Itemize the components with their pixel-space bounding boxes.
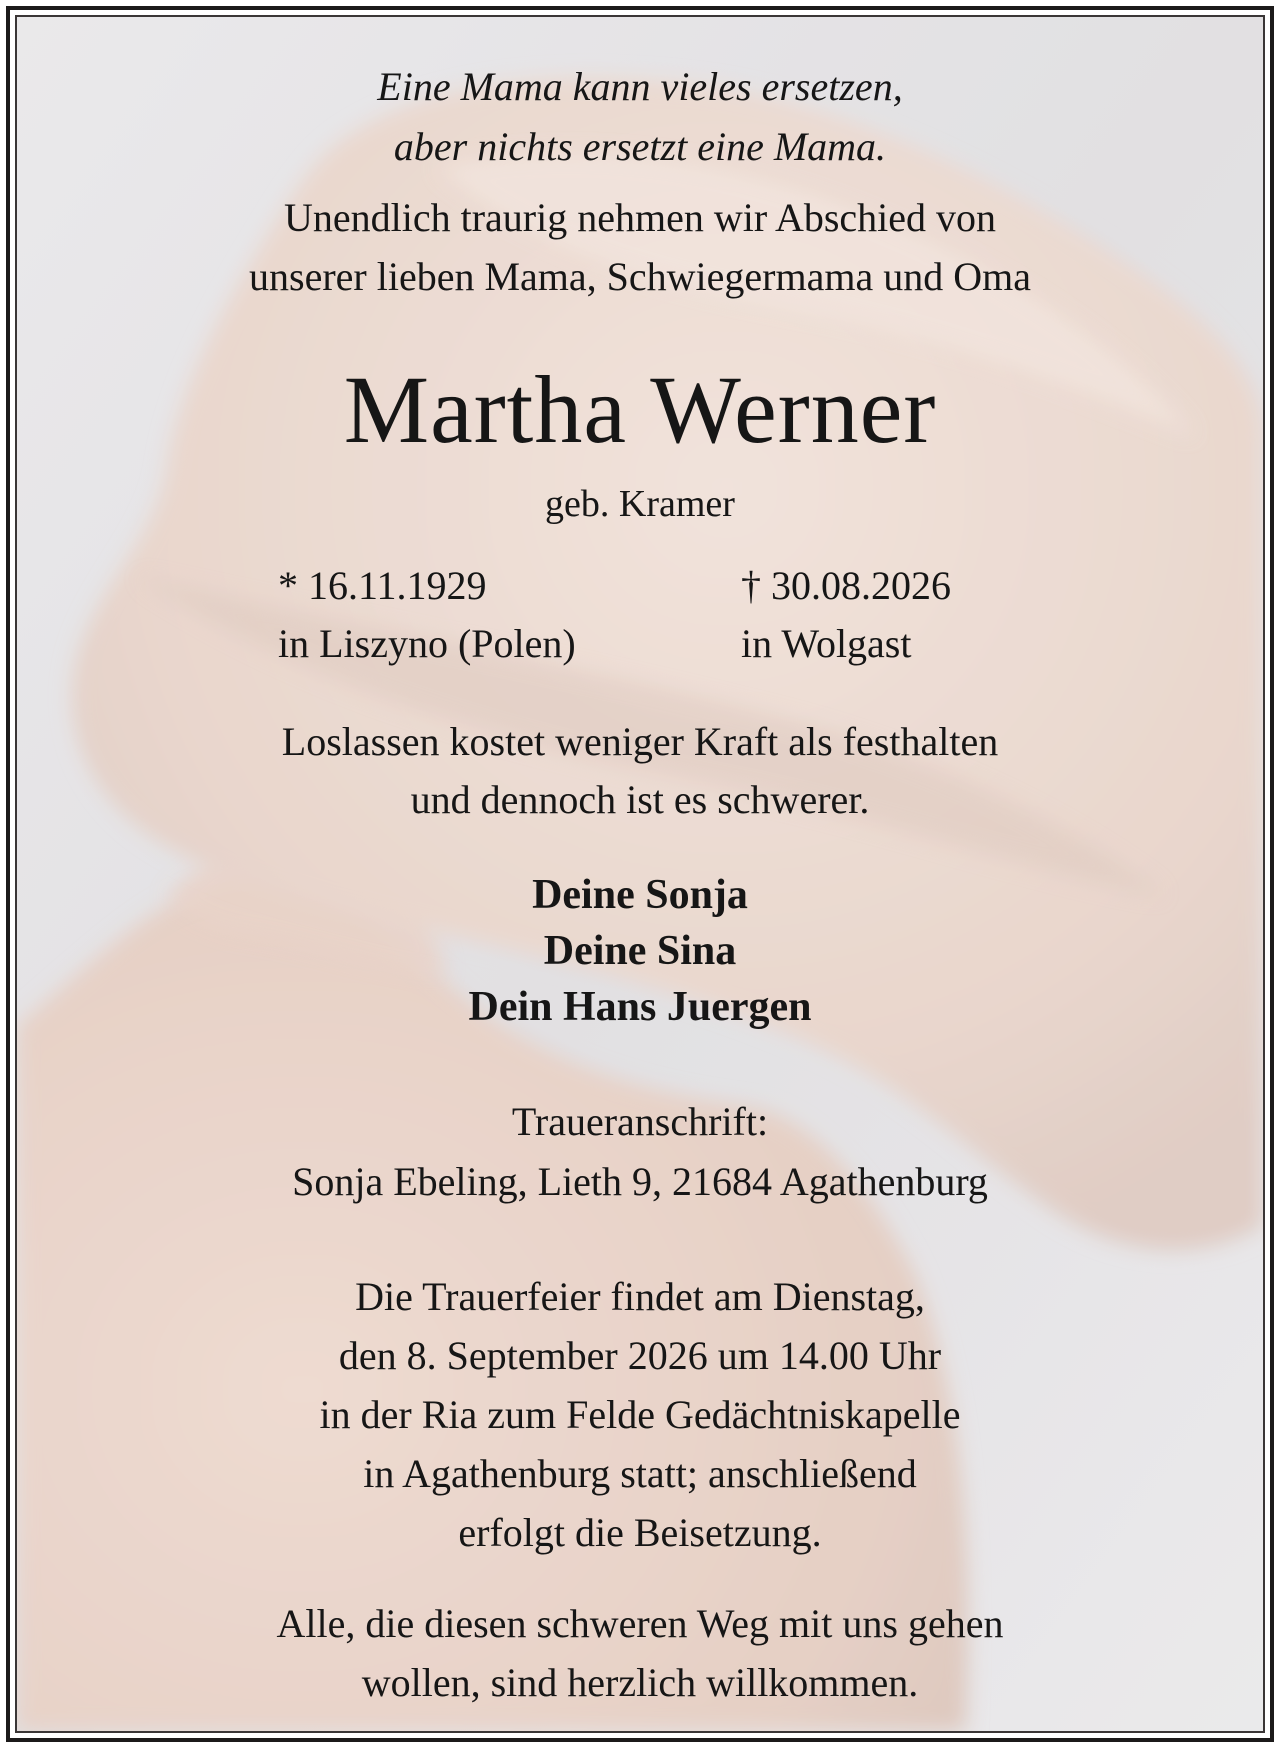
obituary-frame (6, 6, 1274, 1742)
verse-line-2: und dennoch ist es schwerer. (410, 777, 870, 822)
obituary-card (15, 15, 1265, 1733)
mourner-name: Deine Sonja (532, 872, 748, 918)
birth-name: geb. Kramer (545, 483, 735, 525)
birth-date: * 16.11.1929 (278, 563, 487, 608)
obituary-content (17, 17, 1263, 1731)
ceremony-line: den 8. September 2026 um 14.00 Uhr (338, 1333, 942, 1378)
intro-line-2: unserer lieben Mama, Schwiegermama und Oma (249, 254, 1031, 299)
ceremony-line: erfolgt die Beisetzung. (458, 1510, 822, 1555)
mourner-name: Dein Hans Juergen (468, 984, 812, 1030)
death-place: in Wolgast (741, 621, 912, 666)
ceremony-line: in Agathenburg statt; anschließend (363, 1451, 917, 1496)
closing-line-1: Alle, die diesen schweren Weg mit uns gehen (276, 1601, 1004, 1646)
ceremony-line: in der Ria zum Felde Gedächtniskapelle (319, 1392, 961, 1437)
birth-place: in Liszyno (Polen) (278, 621, 576, 666)
quote-line-2: aber nichts ersetzt eine Mama. (393, 124, 887, 169)
birth-info (278, 557, 576, 673)
quote-line-1: Eine Mama kann vieles ersetzen, (377, 64, 903, 109)
closing-line-2: wollen, sind herzlich willkommen. (361, 1660, 919, 1705)
address-text: Sonja Ebeling, Lieth 9, 21684 Agathenburg (292, 1159, 988, 1204)
intro-line-1: Unendlich traurig nehmen wir Abschied von (283, 195, 997, 240)
death-date: † 30.08.2026 (741, 563, 951, 608)
verse-line-1: Loslassen kostet weniger Kraft als festhalten (281, 719, 999, 764)
ceremony-line: Die Trauerfeier findet am Dienstag, (355, 1274, 925, 1319)
death-info (741, 557, 951, 673)
address-label: Traueranschrift: (511, 1099, 769, 1144)
deceased-name: Martha Werner (343, 356, 937, 463)
mourner-name: Deine Sina (543, 928, 737, 974)
